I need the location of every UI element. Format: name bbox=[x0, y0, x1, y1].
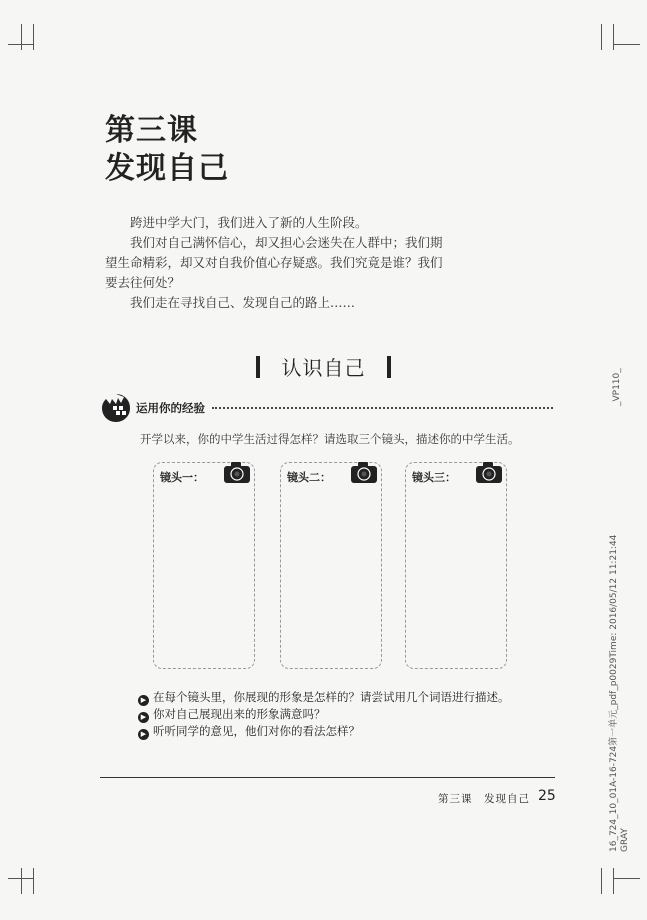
experience-badge-icon bbox=[100, 392, 132, 424]
experience-label: 运用你的经验 bbox=[136, 401, 205, 415]
dotted-divider bbox=[212, 407, 553, 409]
lesson-subtitle: 发现自己 bbox=[105, 151, 229, 186]
crop-mark bbox=[601, 24, 602, 50]
crop-mark bbox=[613, 868, 614, 894]
crop-mark bbox=[8, 878, 34, 879]
lens-label: 镜头一： bbox=[160, 471, 204, 484]
section-bar-left bbox=[256, 356, 260, 378]
imprint-line: 16_724_10_01A-16-724第一单元_pdf_p0029Time: 2016/05/12 11:21:44 bbox=[609, 534, 619, 852]
crop-mark bbox=[601, 868, 602, 894]
crop-mark bbox=[21, 868, 22, 894]
arrow-bullet-icon: ▶ bbox=[138, 712, 149, 723]
experience-prompt: 开学以来，你的中学生活过得怎样？请选取三个镜头，描述你的中学生活。 bbox=[140, 432, 520, 446]
footer-lesson-label: 第三课 发现自己 bbox=[438, 793, 530, 805]
question-text: 你对自己展现出来的形象满意吗？ bbox=[153, 707, 326, 721]
crop-mark bbox=[8, 44, 34, 45]
lens-box-2[interactable] bbox=[280, 462, 382, 669]
intro-text bbox=[105, 213, 450, 313]
question-item bbox=[138, 706, 510, 723]
arrow-bullet-icon: ▶ bbox=[138, 729, 149, 740]
section-bar-right bbox=[387, 356, 391, 378]
camera-icon bbox=[474, 459, 504, 485]
intro-paragraph: 跨进中学大门，我们进入了新的人生阶段。 bbox=[130, 215, 368, 230]
section-title: 认识自己 bbox=[281, 356, 366, 380]
page-number: 25 bbox=[538, 788, 556, 804]
lesson-title: 第三课 bbox=[105, 113, 198, 148]
camera-icon bbox=[349, 459, 379, 485]
crop-mark bbox=[613, 24, 614, 50]
lens-box-3[interactable] bbox=[405, 462, 507, 669]
crop-mark bbox=[33, 24, 34, 50]
crop-mark bbox=[33, 868, 34, 894]
question-item bbox=[138, 689, 510, 706]
lens-box-1[interactable] bbox=[153, 462, 255, 669]
question-text: 听听同学的意见，他们对你的看法怎样？ bbox=[153, 724, 360, 738]
intro-paragraph: 我们走在寻找自己、发现自己的路上…… bbox=[130, 295, 356, 310]
vp-code: _VP110_ bbox=[612, 368, 622, 406]
arrow-bullet-icon: ▶ bbox=[138, 695, 149, 706]
question-item bbox=[138, 723, 510, 740]
print-imprint bbox=[609, 535, 631, 852]
lens-label: 镜头二： bbox=[287, 471, 331, 484]
camera-icon bbox=[222, 459, 252, 485]
question-list bbox=[138, 689, 510, 740]
crop-mark bbox=[614, 878, 640, 879]
experience-header bbox=[100, 392, 553, 422]
imprint-line: GRAY bbox=[620, 828, 630, 852]
section-heading bbox=[0, 352, 647, 381]
lens-label: 镜头三： bbox=[412, 471, 456, 484]
footer-rule bbox=[100, 777, 555, 778]
crop-mark bbox=[21, 24, 22, 50]
question-text: 在每个镜头里，你展现的形象是怎样的？请尝试用几个词语进行描述。 bbox=[153, 690, 510, 704]
crop-mark bbox=[614, 44, 640, 45]
intro-paragraph: 我们对自己满怀信心，却又担心会迷失在人群中；我们期望生命精彩，却又对自我价值心存疑惑。我们究竟是谁？我们要去往何处？ bbox=[105, 235, 443, 290]
